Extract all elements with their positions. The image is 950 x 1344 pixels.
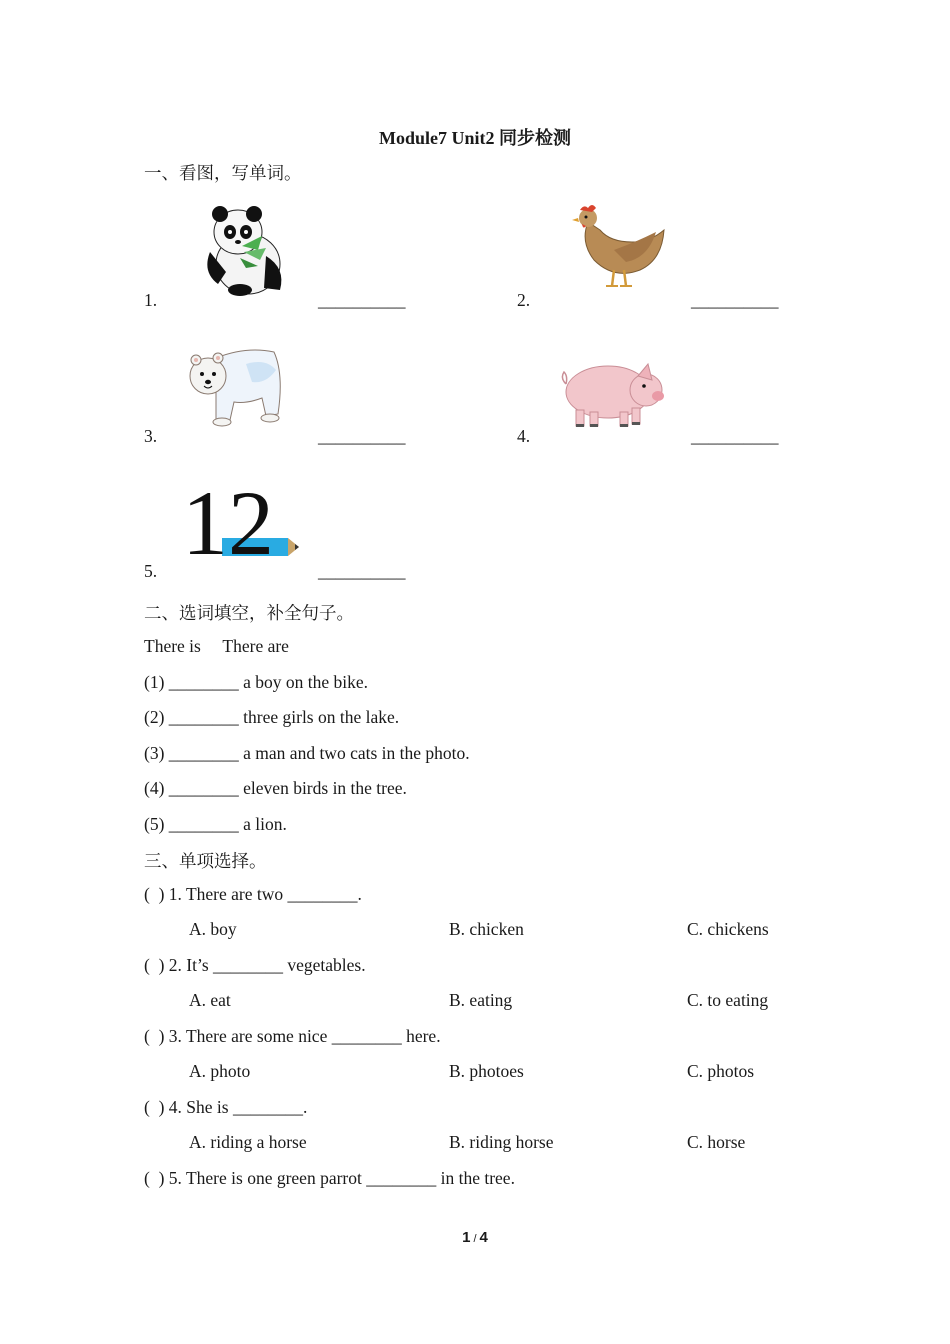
sentence-5: (5) ________ a lion. [144, 814, 287, 834]
question-2-option-a[interactable]: A. eat [189, 990, 231, 1010]
item3-number: 3. [144, 426, 158, 446]
item5-number: 5. [144, 561, 158, 581]
item1-number: 1. [144, 290, 158, 310]
question-3-stem: ( ) 3. There are some nice ________ here. [144, 1026, 441, 1046]
question-2-option-b[interactable]: B. eating [449, 990, 513, 1010]
page-separator: / [473, 1233, 477, 1245]
item5-blank[interactable]: __________ [318, 561, 406, 581]
panda-image [200, 202, 290, 298]
question-3-option-a[interactable]: A. photo [189, 1061, 251, 1081]
item1-blank[interactable]: __________ [318, 290, 406, 310]
polar-bear-image [186, 344, 286, 430]
question-1-stem: ( ) 1. There are two ________. [144, 884, 362, 904]
hen-image [570, 202, 670, 292]
pig-image [558, 354, 668, 434]
question-4-option-a[interactable]: A. riding a horse [189, 1132, 307, 1152]
sentence-2: (2) ________ three girls on the lake. [144, 707, 400, 727]
question-1-option-b[interactable]: B. chicken [449, 919, 524, 939]
question-1-option-a[interactable]: A. boy [189, 919, 237, 939]
item4-blank[interactable]: __________ [691, 426, 779, 446]
section3-heading: 三、单项选择。 [144, 851, 267, 871]
question-4-stem: ( ) 4. She is ________. [144, 1097, 308, 1117]
item3-blank[interactable]: __________ [318, 426, 406, 446]
item2-blank[interactable]: __________ [691, 290, 779, 310]
page-title: Module7 Unit2 同步检测 [378, 128, 571, 148]
question-2-option-c[interactable]: C. to eating [687, 990, 769, 1010]
sentence-1: (1) ________ a boy on the bike. [144, 672, 369, 692]
question-2-stem: ( ) 2. It’s ________ vegetables. [144, 955, 366, 975]
question-5-stem: ( ) 5. There is one green parrot ________ in the tree. [144, 1168, 515, 1188]
question-3-option-b[interactable]: B. photoes [449, 1061, 524, 1081]
item4-number: 4. [517, 426, 531, 446]
sentence-4: (4) ________ eleven birds in the tree. [144, 778, 407, 798]
section1-heading: 一、看图，写单词。 [144, 163, 302, 183]
item2-number: 2. [517, 290, 531, 310]
page-total: 4 [479, 1229, 488, 1246]
sentence-3: (3) ________ a man and two cats in the photo. [144, 743, 470, 763]
question-3-option-c[interactable]: C. photos [687, 1061, 755, 1081]
question-4-option-b[interactable]: B. riding horse [449, 1132, 554, 1152]
number-twelve-text: 12 [182, 474, 274, 564]
question-4-option-c[interactable]: C. horse [687, 1132, 746, 1152]
page-current: 1 [462, 1229, 471, 1246]
question-1-option-c[interactable]: C. chickens [687, 919, 769, 939]
word-bank: There is There are [144, 636, 289, 656]
section2-heading: 二、选词填空，补全句子。 [144, 603, 354, 623]
number-twelve-image [180, 474, 302, 564]
page-number [0, 1229, 950, 1246]
